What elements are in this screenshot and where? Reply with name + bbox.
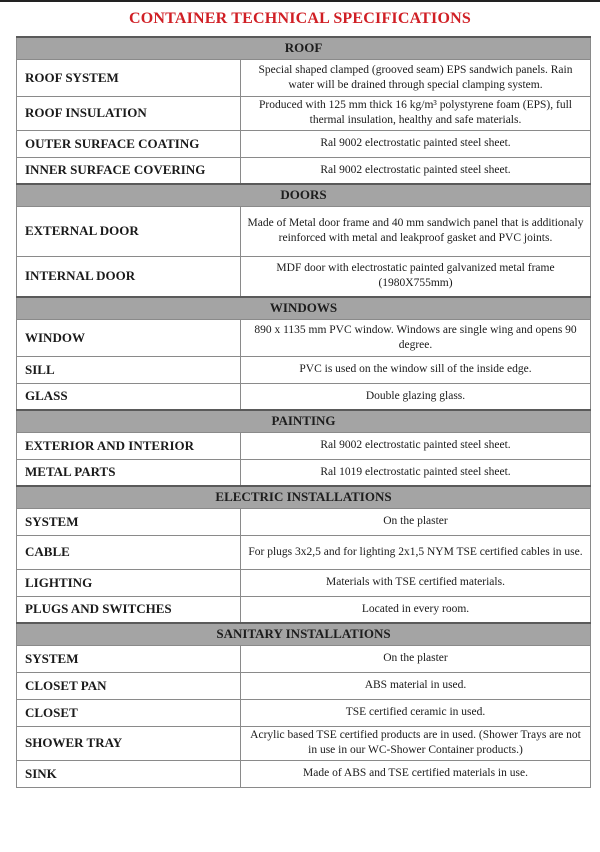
spec-value: For plugs 3x2,5 and for lighting 2x1,5 NYM TSE certified cables in use.	[241, 535, 591, 569]
spec-label: GLASS	[17, 383, 241, 410]
spec-value: Ral 1019 electrostatic painted steel sheet.	[241, 459, 591, 486]
spec-value: Made of Metal door frame and 40 mm sandwich panel that is additionaly reinforced with metal and leakproof gasket and PVC joints.	[241, 206, 591, 256]
spec-row	[17, 760, 591, 787]
spec-label: SYSTEM	[17, 508, 241, 535]
spec-value: MDF door with electrostatic painted galvanized metal frame (1980X755mm)	[241, 256, 591, 297]
spec-label: INTERNAL DOOR	[17, 256, 241, 297]
spec-value: Materials with TSE certified materials.	[241, 569, 591, 596]
spec-row	[17, 383, 591, 410]
spec-value: Produced with 125 mm thick 16 kg/m³ polystyrene foam (EPS), full thermal insulation, healthy and safe materials.	[241, 96, 591, 130]
spec-label: ROOF SYSTEM	[17, 59, 241, 96]
spec-row	[17, 726, 591, 760]
spec-row	[17, 356, 591, 383]
spec-row	[17, 459, 591, 486]
section-title: PAINTING	[17, 410, 591, 432]
page-title: CONTAINER TECHNICAL SPECIFICATIONS	[129, 10, 471, 27]
spec-value: On the plaster	[241, 645, 591, 672]
section-title: DOORS	[17, 184, 591, 206]
spec-value: Made of ABS and TSE certified materials in use.	[241, 760, 591, 787]
spec-row	[17, 699, 591, 726]
spec-row	[17, 319, 591, 356]
spec-label: SHOWER TRAY	[17, 726, 241, 760]
spec-value: PVC is used on the window sill of the inside edge.	[241, 356, 591, 383]
spec-row	[17, 569, 591, 596]
spec-label: CABLE	[17, 535, 241, 569]
section-title: WINDOWS	[17, 297, 591, 319]
spec-value: Ral 9002 electrostatic painted steel sheet.	[241, 157, 591, 184]
top-divider	[0, 0, 600, 2]
spec-label: WINDOW	[17, 319, 241, 356]
spec-label: METAL PARTS	[17, 459, 241, 486]
spec-row	[17, 206, 591, 256]
spec-label: PLUGS AND SWITCHES	[17, 596, 241, 623]
spec-value: Ral 9002 electrostatic painted steel sheet.	[241, 130, 591, 157]
spec-value: 890 x 1135 mm PVC window. Windows are single wing and opens 90 degree.	[241, 319, 591, 356]
spec-label: EXTERIOR AND INTERIOR	[17, 432, 241, 459]
section-header	[17, 37, 591, 59]
spec-row	[17, 256, 591, 297]
spec-value: ABS material in used.	[241, 672, 591, 699]
spec-row	[17, 596, 591, 623]
spec-row	[17, 59, 591, 96]
spec-row	[17, 130, 591, 157]
spec-table	[16, 36, 591, 788]
spec-label: CLOSET	[17, 699, 241, 726]
section-header	[17, 410, 591, 432]
section-header	[17, 184, 591, 206]
spec-row	[17, 432, 591, 459]
spec-label: EXTERNAL DOOR	[17, 206, 241, 256]
section-header	[17, 297, 591, 319]
section-title: ELECTRIC INSTALLATIONS	[17, 486, 591, 508]
spec-label: OUTER SURFACE COATING	[17, 130, 241, 157]
spec-row	[17, 508, 591, 535]
spec-row	[17, 535, 591, 569]
spec-value: Double glazing glass.	[241, 383, 591, 410]
spec-label: INNER SURFACE COVERING	[17, 157, 241, 184]
spec-value: Ral 9002 electrostatic painted steel sheet.	[241, 432, 591, 459]
spec-row	[17, 96, 591, 130]
section-title: ROOF	[17, 37, 591, 59]
section-title: SANITARY INSTALLATIONS	[17, 623, 591, 645]
spec-row	[17, 157, 591, 184]
spec-row	[17, 645, 591, 672]
section-header	[17, 623, 591, 645]
section-header	[17, 486, 591, 508]
spec-label: ROOF INSULATION	[17, 96, 241, 130]
spec-label: SYSTEM	[17, 645, 241, 672]
spec-label: LIGHTING	[17, 569, 241, 596]
spec-label: CLOSET PAN	[17, 672, 241, 699]
spec-label: SINK	[17, 760, 241, 787]
spec-row	[17, 672, 591, 699]
spec-value: Located in every room.	[241, 596, 591, 623]
spec-value: Special shaped clamped (grooved seam) EPS sandwich panels. Rain water will be drained through special clamping system.	[241, 59, 591, 96]
spec-value: TSE certified ceramic in used.	[241, 699, 591, 726]
spec-label: SILL	[17, 356, 241, 383]
spec-value: On the plaster	[241, 508, 591, 535]
spec-value: Acrylic based TSE certified products are in used. (Shower Trays are not in use in our WC-Shower Container products.)	[241, 726, 591, 760]
